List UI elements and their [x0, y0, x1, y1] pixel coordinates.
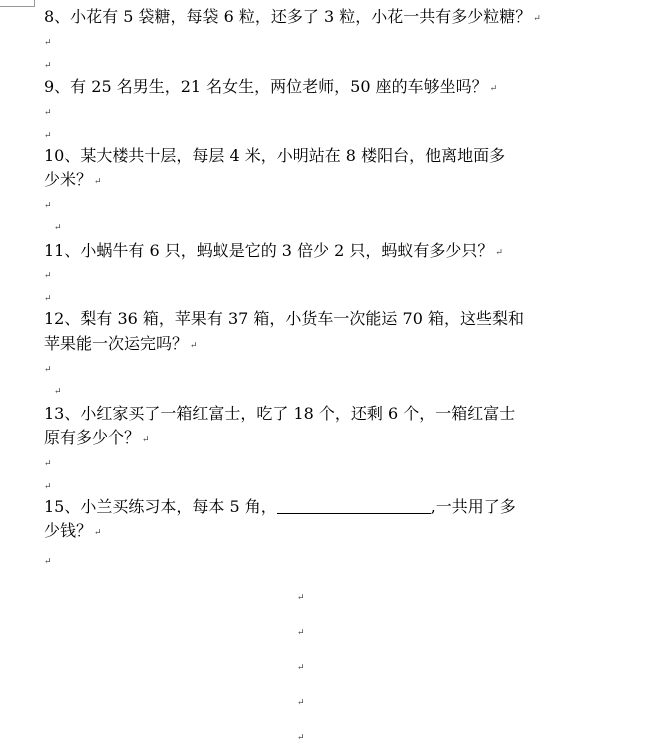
paragraph-mark: ↵	[44, 201, 52, 211]
paragraph-mark: ↵	[489, 84, 498, 94]
paragraph-mark: ↵	[44, 365, 52, 375]
paragraph-mark: ↵	[54, 223, 62, 233]
question-10-line-1: 10、某大楼共十层，每层 4 米，小明站在 8 楼阳台，他离地面多	[44, 146, 506, 165]
question-9-line-1: 9、有 25 名男生，21 名女生，两位老师，50 座的车够坐吗？ ↵	[44, 77, 498, 96]
paragraph-mark: ↵	[297, 663, 305, 673]
paragraph-mark: ↵	[495, 248, 503, 258]
paragraph-mark: ↵	[190, 341, 198, 351]
paragraph-mark: ↵	[44, 459, 52, 469]
question-12-line-1: 12、梨有 36 箱，苹果有 37 箱，小货车一次能运 70 箱，这些梨和	[44, 309, 524, 328]
paragraph-mark: ↵	[44, 61, 52, 71]
paragraph-mark: ↵	[44, 108, 52, 118]
paragraph-mark: ↵	[44, 271, 52, 281]
question-10-line-2: 少米？ ↵	[44, 170, 102, 189]
page-corner-mark	[0, 0, 35, 7]
question-13-line-2: 原有多少个？ ↵	[44, 428, 150, 447]
paragraph-mark: ↵	[297, 593, 305, 603]
paragraph-mark: ↵	[94, 528, 102, 538]
paragraph-mark: ↵	[297, 628, 305, 638]
question-15-line-1: 15、小兰买练习本，每本 5 角， ,一共用了多	[44, 497, 516, 516]
paragraph-mark: ↵	[44, 557, 52, 567]
paragraph-mark: ↵	[44, 482, 52, 492]
paragraph-mark: ↵	[297, 698, 305, 708]
paragraph-mark: ↵	[44, 131, 52, 141]
question-15-line-2: 少钱？ ↵	[44, 521, 102, 540]
paragraph-mark: ↵	[297, 733, 305, 743]
paragraph-mark: ↵	[54, 387, 62, 397]
paragraph-mark: ↵	[94, 177, 102, 187]
question-8-line-1: 8、小花有 5 袋糖，每袋 6 粒，还多了 3 粒，小花一共有多少粒糖？ ↵	[44, 7, 541, 26]
question-11-line-1: 11、小蜗牛有 6 只，蚂蚁是它的 3 倍少 2 只，蚂蚁有多少只？ ↵	[44, 241, 503, 260]
question-12-line-2: 苹果能一次运完吗？ ↵	[44, 334, 198, 353]
question-13-line-1: 13、小红家买了一箱红富士，吃了 18 个，还剩 6 个，一箱红富士	[44, 404, 516, 423]
paragraph-mark: ↵	[44, 38, 52, 48]
paragraph-mark: ↵	[44, 294, 52, 304]
paragraph-mark: ↵	[533, 14, 541, 24]
paragraph-mark: ↵	[142, 435, 150, 445]
answer-blank	[277, 497, 431, 514]
